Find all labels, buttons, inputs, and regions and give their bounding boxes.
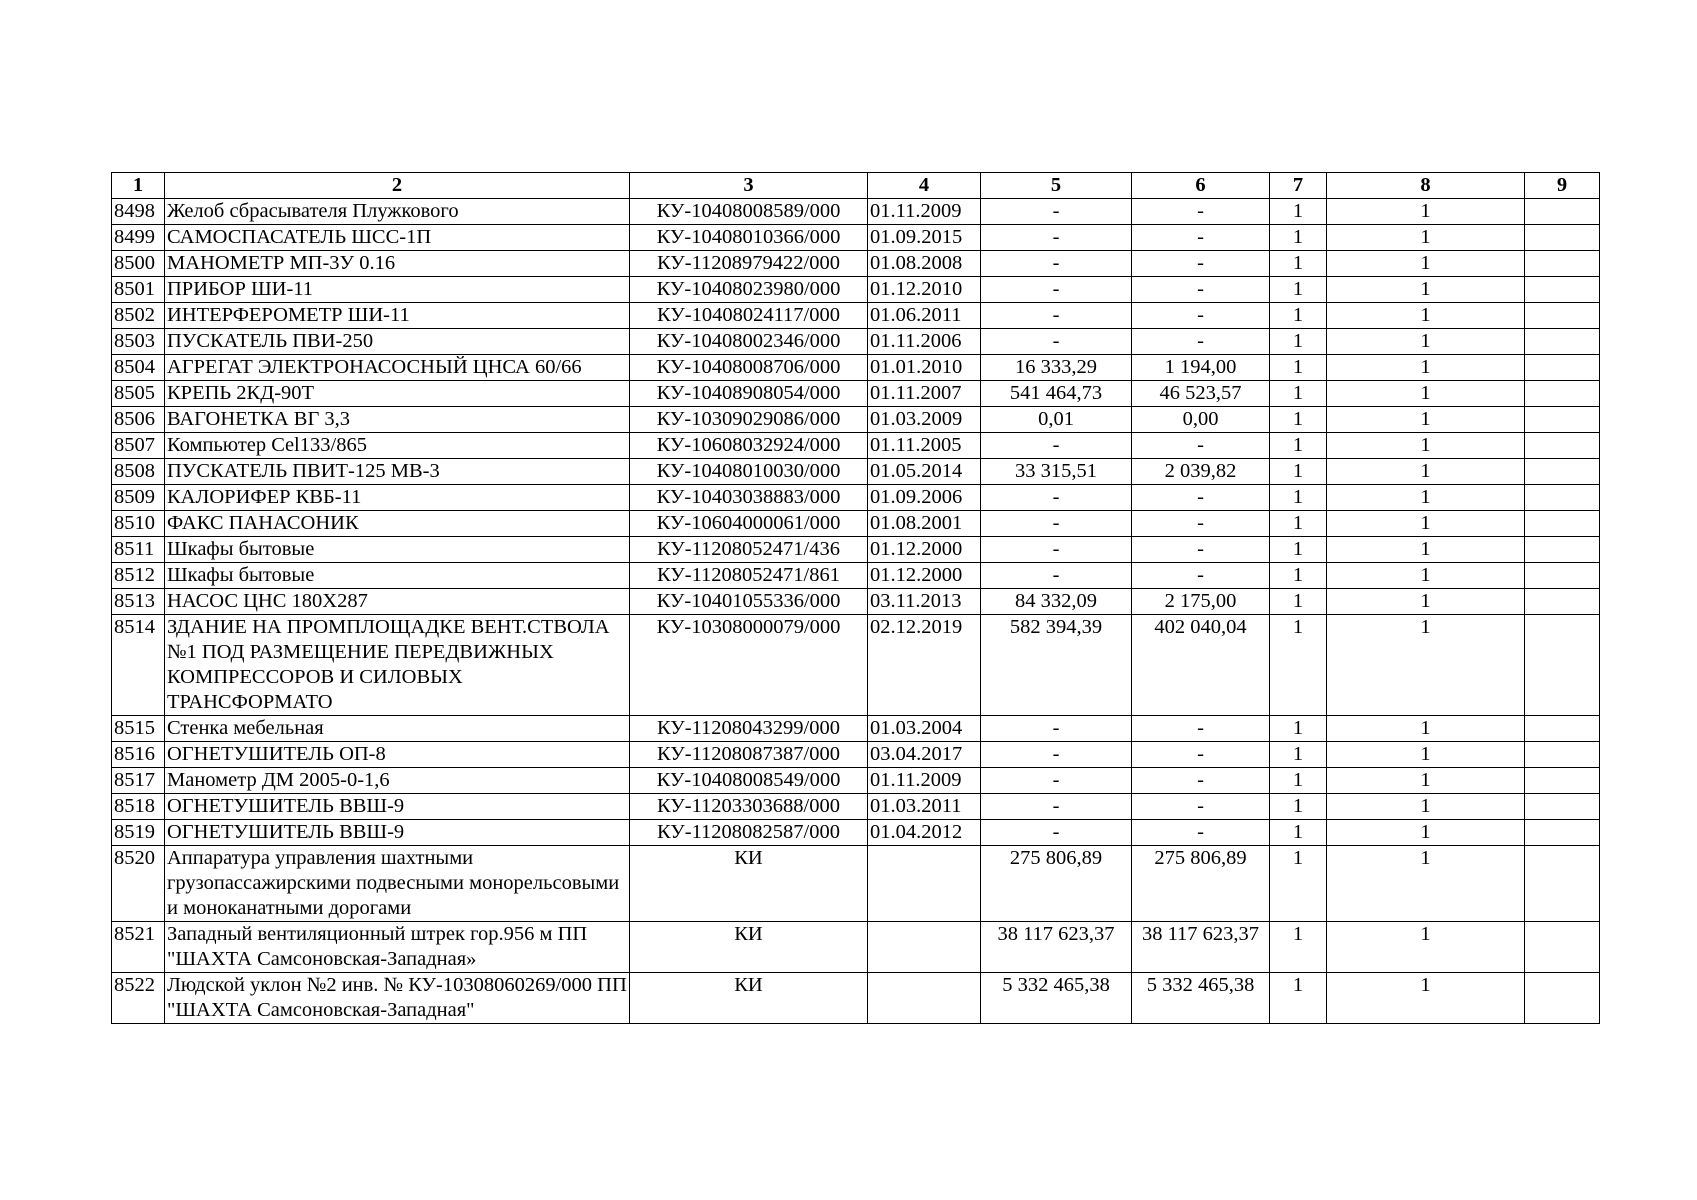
item-name: ОГНЕТУШИТЕЛЬ ВВШ-9 [165, 820, 630, 846]
value-cell: - [981, 225, 1132, 251]
inventory-number: КУ-11208082587/000 [630, 820, 868, 846]
header-row [112, 173, 1600, 199]
value-cell: - [981, 303, 1132, 329]
quantity-cell: 1 [1327, 433, 1525, 459]
value-cell: - [1132, 768, 1270, 794]
quantity-cell: 1 [1327, 485, 1525, 511]
quantity-cell: 1 [1270, 615, 1327, 716]
quantity-cell: 1 [1327, 794, 1525, 820]
value-cell: 38 117 623,37 [1132, 922, 1270, 973]
note-cell [1525, 794, 1600, 820]
table-row [112, 329, 1600, 355]
table-row [112, 511, 1600, 537]
date-cell: 02.12.2019 [868, 615, 981, 716]
item-name: ОГНЕТУШИТЕЛЬ ВВШ-9 [165, 794, 630, 820]
value-cell: - [981, 563, 1132, 589]
item-name: Аппаратура управления шахтными грузопассажирскими подвесными монорельсовыми и моноканатными дорогами [165, 846, 630, 922]
date-cell: 01.09.2015 [868, 225, 981, 251]
inventory-number: КУ-10408023980/000 [630, 277, 868, 303]
date-cell: 01.12.2000 [868, 563, 981, 589]
value-cell: - [981, 716, 1132, 742]
item-name: Желоб сбрасывателя Плужкового [165, 199, 630, 225]
value-cell: - [981, 485, 1132, 511]
note-cell [1525, 973, 1600, 1024]
quantity-cell: 1 [1270, 794, 1327, 820]
quantity-cell: 1 [1270, 485, 1327, 511]
quantity-cell: 1 [1327, 973, 1525, 1024]
inventory-number: КУ-10308000079/000 [630, 615, 868, 716]
table-row [112, 820, 1600, 846]
quantity-cell: 1 [1327, 820, 1525, 846]
quantity-cell: 1 [1327, 511, 1525, 537]
quantity-cell: 1 [1270, 329, 1327, 355]
quantity-cell: 1 [1327, 768, 1525, 794]
date-cell: 01.12.2010 [868, 277, 981, 303]
value-cell: - [981, 511, 1132, 537]
table-body [112, 199, 1600, 1024]
value-cell: - [1132, 303, 1270, 329]
table-row [112, 922, 1600, 973]
row-number: 8518 [112, 794, 165, 820]
note-cell [1525, 277, 1600, 303]
column-header: 3 [630, 173, 868, 199]
date-cell [868, 846, 981, 922]
value-cell: - [1132, 820, 1270, 846]
note-cell [1525, 846, 1600, 922]
value-cell: - [1132, 716, 1270, 742]
table-row [112, 407, 1600, 433]
note-cell [1525, 199, 1600, 225]
date-cell: 01.11.2005 [868, 433, 981, 459]
item-name: ПРИБОР ШИ-11 [165, 277, 630, 303]
quantity-cell: 1 [1327, 922, 1525, 973]
quantity-cell: 1 [1327, 615, 1525, 716]
quantity-cell: 1 [1327, 381, 1525, 407]
quantity-cell: 1 [1327, 846, 1525, 922]
note-cell [1525, 485, 1600, 511]
inventory-number: КИ [630, 846, 868, 922]
item-name: Компьютер Cel133/865 [165, 433, 630, 459]
table-row [112, 563, 1600, 589]
row-number: 8498 [112, 199, 165, 225]
value-cell: 84 332,09 [981, 589, 1132, 615]
quantity-cell: 1 [1327, 537, 1525, 563]
item-name: КАЛОРИФЕР КВБ-11 [165, 485, 630, 511]
inventory-number: КУ-10608032924/000 [630, 433, 868, 459]
table-row [112, 225, 1600, 251]
table-row [112, 459, 1600, 485]
row-number: 8510 [112, 511, 165, 537]
value-cell: - [981, 251, 1132, 277]
column-header: 1 [112, 173, 165, 199]
table-row [112, 485, 1600, 511]
item-name: ПУСКАТЕЛЬ ПВИ-250 [165, 329, 630, 355]
row-number: 8501 [112, 277, 165, 303]
item-name: Западный вентиляционный штрек гор.956 м ПП "ШАХТА Самсоновская-Западная» [165, 922, 630, 973]
row-number: 8505 [112, 381, 165, 407]
value-cell: 5 332 465,38 [1132, 973, 1270, 1024]
quantity-cell: 1 [1270, 768, 1327, 794]
row-number: 8502 [112, 303, 165, 329]
value-cell: - [981, 794, 1132, 820]
table-row [112, 433, 1600, 459]
item-name: Манометр ДМ 2005-0-1,6 [165, 768, 630, 794]
row-number: 8519 [112, 820, 165, 846]
quantity-cell: 1 [1270, 716, 1327, 742]
value-cell: 46 523,57 [1132, 381, 1270, 407]
quantity-cell: 1 [1270, 277, 1327, 303]
date-cell: 03.11.2013 [868, 589, 981, 615]
column-header: 2 [165, 173, 630, 199]
quantity-cell: 1 [1270, 355, 1327, 381]
row-number: 8507 [112, 433, 165, 459]
row-number: 8522 [112, 973, 165, 1024]
quantity-cell: 1 [1270, 225, 1327, 251]
quantity-cell: 1 [1270, 251, 1327, 277]
note-cell [1525, 537, 1600, 563]
quantity-cell: 1 [1270, 537, 1327, 563]
date-cell: 01.03.2011 [868, 794, 981, 820]
table-row [112, 537, 1600, 563]
quantity-cell: 1 [1270, 511, 1327, 537]
value-cell: - [1132, 199, 1270, 225]
quantity-cell: 1 [1270, 381, 1327, 407]
table-row [112, 768, 1600, 794]
inventory-number: КУ-11208052471/861 [630, 563, 868, 589]
date-cell: 01.01.2010 [868, 355, 981, 381]
inventory-number: КУ-10408002346/000 [630, 329, 868, 355]
date-cell: 01.11.2009 [868, 199, 981, 225]
item-name: ИНТЕРФЕРОМЕТР ШИ-11 [165, 303, 630, 329]
value-cell: - [1132, 742, 1270, 768]
note-cell [1525, 716, 1600, 742]
table-row [112, 251, 1600, 277]
date-cell: 01.04.2012 [868, 820, 981, 846]
inventory-number: КУ-10408008706/000 [630, 355, 868, 381]
table-row [112, 303, 1600, 329]
item-name: Людской уклон №2 инв. № КУ-10308060269/000 ПП "ШАХТА Самсоновская-Западная" [165, 973, 630, 1024]
row-number: 8517 [112, 768, 165, 794]
value-cell: - [1132, 225, 1270, 251]
value-cell: - [981, 433, 1132, 459]
row-number: 8506 [112, 407, 165, 433]
table-row [112, 794, 1600, 820]
row-number: 8516 [112, 742, 165, 768]
quantity-cell: 1 [1270, 742, 1327, 768]
date-cell: 01.06.2011 [868, 303, 981, 329]
date-cell: 01.03.2004 [868, 716, 981, 742]
row-number: 8499 [112, 225, 165, 251]
value-cell: 0,00 [1132, 407, 1270, 433]
note-cell [1525, 407, 1600, 433]
value-cell: 275 806,89 [981, 846, 1132, 922]
quantity-cell: 1 [1270, 820, 1327, 846]
value-cell: 275 806,89 [1132, 846, 1270, 922]
quantity-cell: 1 [1327, 742, 1525, 768]
column-header: 6 [1132, 173, 1270, 199]
quantity-cell: 1 [1327, 277, 1525, 303]
date-cell: 01.08.2001 [868, 511, 981, 537]
date-cell: 01.08.2008 [868, 251, 981, 277]
date-cell: 01.05.2014 [868, 459, 981, 485]
date-cell: 01.09.2006 [868, 485, 981, 511]
date-cell: 01.11.2009 [868, 768, 981, 794]
quantity-cell: 1 [1327, 303, 1525, 329]
quantity-cell: 1 [1270, 199, 1327, 225]
inventory-number: КИ [630, 973, 868, 1024]
value-cell: - [981, 742, 1132, 768]
inventory-number: КУ-10403038883/000 [630, 485, 868, 511]
row-number: 8515 [112, 716, 165, 742]
item-name: Стенка мебельная [165, 716, 630, 742]
table-row [112, 277, 1600, 303]
inventory-number: КУ-10408008589/000 [630, 199, 868, 225]
inventory-number: КУ-11208979422/000 [630, 251, 868, 277]
row-number: 8514 [112, 615, 165, 716]
value-cell: - [1132, 433, 1270, 459]
value-cell: - [981, 768, 1132, 794]
row-number: 8503 [112, 329, 165, 355]
inventory-number: КУ-10408010366/000 [630, 225, 868, 251]
item-name: Шкафы бытовые [165, 537, 630, 563]
value-cell: - [1132, 329, 1270, 355]
inventory-number: КУ-10401055336/000 [630, 589, 868, 615]
column-header: 5 [981, 173, 1132, 199]
quantity-cell: 1 [1327, 459, 1525, 485]
item-name: МАНОМЕТР МП-3У 0.16 [165, 251, 630, 277]
row-number: 8500 [112, 251, 165, 277]
quantity-cell: 1 [1327, 329, 1525, 355]
item-name: АГРЕГАТ ЭЛЕКТРОНАСОСНЫЙ ЦНСА 60/66 [165, 355, 630, 381]
value-cell: - [981, 820, 1132, 846]
value-cell: - [1132, 277, 1270, 303]
value-cell: 0,01 [981, 407, 1132, 433]
row-number: 8504 [112, 355, 165, 381]
table-row [112, 199, 1600, 225]
note-cell [1525, 251, 1600, 277]
inventory-number: КУ-11208052471/436 [630, 537, 868, 563]
row-number: 8512 [112, 563, 165, 589]
note-cell [1525, 615, 1600, 716]
item-name: ПУСКАТЕЛЬ ПВИТ-125 МВ-3 [165, 459, 630, 485]
note-cell [1525, 459, 1600, 485]
note-cell [1525, 563, 1600, 589]
quantity-cell: 1 [1327, 225, 1525, 251]
item-name: ВАГОНЕТКА ВГ 3,3 [165, 407, 630, 433]
item-name: ОГНЕТУШИТЕЛЬ ОП-8 [165, 742, 630, 768]
item-name: САМОСПАСАТЕЛЬ ШСС-1П [165, 225, 630, 251]
value-cell: - [1132, 563, 1270, 589]
inventory-number: КУ-11208043299/000 [630, 716, 868, 742]
value-cell: 38 117 623,37 [981, 922, 1132, 973]
value-cell: - [981, 199, 1132, 225]
table-row [112, 846, 1600, 922]
quantity-cell: 1 [1327, 251, 1525, 277]
quantity-cell: 1 [1270, 589, 1327, 615]
column-header: 9 [1525, 173, 1600, 199]
note-cell [1525, 225, 1600, 251]
value-cell: - [1132, 251, 1270, 277]
date-cell [868, 973, 981, 1024]
inventory-number: КИ [630, 922, 868, 973]
row-number: 8509 [112, 485, 165, 511]
date-cell: 03.04.2017 [868, 742, 981, 768]
value-cell: - [1132, 794, 1270, 820]
inventory-sheet [111, 172, 1599, 1024]
column-header: 4 [868, 173, 981, 199]
value-cell: 5 332 465,38 [981, 973, 1132, 1024]
note-cell [1525, 303, 1600, 329]
quantity-cell: 1 [1270, 846, 1327, 922]
row-number: 8520 [112, 846, 165, 922]
item-name: ФАКС ПАНАСОНИК [165, 511, 630, 537]
quantity-cell: 1 [1327, 355, 1525, 381]
note-cell [1525, 742, 1600, 768]
quantity-cell: 1 [1270, 407, 1327, 433]
quantity-cell: 1 [1270, 433, 1327, 459]
note-cell [1525, 820, 1600, 846]
note-cell [1525, 922, 1600, 973]
note-cell [1525, 329, 1600, 355]
date-cell: 01.11.2006 [868, 329, 981, 355]
date-cell [868, 922, 981, 973]
inventory-number: КУ-10408024117/000 [630, 303, 868, 329]
inventory-number: КУ-10408008549/000 [630, 768, 868, 794]
value-cell: 33 315,51 [981, 459, 1132, 485]
note-cell [1525, 589, 1600, 615]
value-cell: - [981, 277, 1132, 303]
value-cell: 1 194,00 [1132, 355, 1270, 381]
inventory-number: КУ-10408908054/000 [630, 381, 868, 407]
item-name: КРЕПЬ 2КД-90Т [165, 381, 630, 407]
column-header: 7 [1270, 173, 1327, 199]
table-row [112, 716, 1600, 742]
row-number: 8508 [112, 459, 165, 485]
quantity-cell: 1 [1270, 922, 1327, 973]
quantity-cell: 1 [1327, 563, 1525, 589]
quantity-cell: 1 [1327, 407, 1525, 433]
quantity-cell: 1 [1327, 589, 1525, 615]
table-row [112, 381, 1600, 407]
row-number: 8513 [112, 589, 165, 615]
quantity-cell: 1 [1327, 716, 1525, 742]
quantity-cell: 1 [1270, 563, 1327, 589]
value-cell: - [1132, 537, 1270, 563]
table-row [112, 742, 1600, 768]
table-row [112, 589, 1600, 615]
item-name: ЗДАНИЕ НА ПРОМПЛОЩАДКЕ ВЕНТ.СТВОЛА №1 ПОД РАЗМЕЩЕНИЕ ПЕРЕДВИЖНЫХ КОМПРЕССОРОВ И СИЛОВЫХ ТРАНСФОРМАТО [165, 615, 630, 716]
value-cell: 582 394,39 [981, 615, 1132, 716]
quantity-cell: 1 [1270, 303, 1327, 329]
quantity-cell: 1 [1270, 459, 1327, 485]
inventory-number: КУ-10408010030/000 [630, 459, 868, 485]
value-cell: 2 039,82 [1132, 459, 1270, 485]
note-cell [1525, 433, 1600, 459]
value-cell: - [1132, 511, 1270, 537]
inventory-number: КУ-10309029086/000 [630, 407, 868, 433]
quantity-cell: 1 [1327, 199, 1525, 225]
date-cell: 01.12.2000 [868, 537, 981, 563]
note-cell [1525, 381, 1600, 407]
table-row [112, 973, 1600, 1024]
inventory-number: КУ-11203303688/000 [630, 794, 868, 820]
row-number: 8521 [112, 922, 165, 973]
value-cell: 541 464,73 [981, 381, 1132, 407]
column-header: 8 [1327, 173, 1525, 199]
value-cell: 402 040,04 [1132, 615, 1270, 716]
quantity-cell: 1 [1270, 973, 1327, 1024]
item-name: НАСОС ЦНС 180Х287 [165, 589, 630, 615]
date-cell: 01.03.2009 [868, 407, 981, 433]
value-cell: - [981, 537, 1132, 563]
note-cell [1525, 355, 1600, 381]
table-row [112, 355, 1600, 381]
item-name: Шкафы бытовые [165, 563, 630, 589]
value-cell: 2 175,00 [1132, 589, 1270, 615]
date-cell: 01.11.2007 [868, 381, 981, 407]
value-cell: - [981, 329, 1132, 355]
row-number: 8511 [112, 537, 165, 563]
table-row [112, 615, 1600, 716]
inventory-number: КУ-10604000061/000 [630, 511, 868, 537]
value-cell: - [1132, 485, 1270, 511]
value-cell: 16 333,29 [981, 355, 1132, 381]
inventory-number: КУ-11208087387/000 [630, 742, 868, 768]
note-cell [1525, 768, 1600, 794]
note-cell [1525, 511, 1600, 537]
inventory-table [111, 172, 1600, 1024]
